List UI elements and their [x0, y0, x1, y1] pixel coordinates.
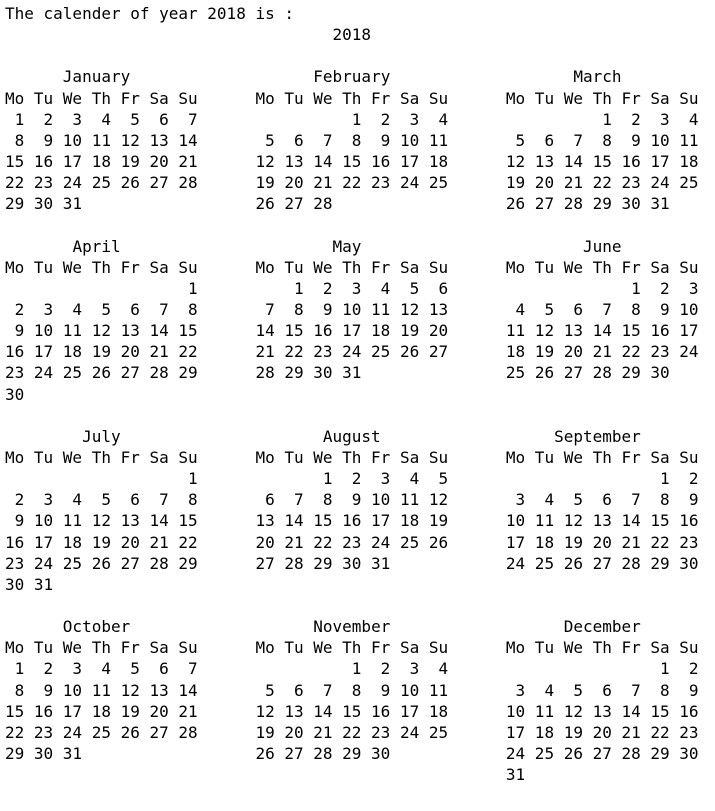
week-row: 24 25 26 27 28 29 30: [505, 553, 699, 573]
spacer: [448, 258, 506, 277]
spacer: [198, 702, 256, 721]
week-row: 22 23 24 25 26 27 28: [5, 173, 198, 193]
spacer: [390, 617, 506, 636]
weekday-header: Mo Tu We Th Fr Sa Su: [255, 88, 449, 108]
week-line: [5, 109, 715, 130]
week-row: 14 15 16 17 18 19 20: [255, 321, 449, 341]
header-line: [5, 3, 715, 24]
month-name-line: [5, 616, 715, 637]
week-line: [5, 384, 715, 405]
month-name-august: August: [322, 426, 381, 446]
week-row: 1 2 3 4: [505, 109, 699, 129]
week-row: 27 28 29 30 31: [255, 553, 391, 573]
week-line: [5, 489, 715, 510]
spacer: [198, 321, 256, 340]
week-row: 12 13 14 15 16 17 18: [505, 151, 699, 171]
spacer: [448, 448, 506, 467]
week-row: 1 2: [505, 469, 699, 489]
week-row: 28 29 30 31: [255, 363, 362, 383]
spacer: [390, 554, 506, 573]
spacer: [198, 258, 256, 277]
week-row: 25 26 27 28 29 30: [505, 363, 670, 383]
week-line: [5, 172, 715, 193]
spacer: [381, 427, 506, 446]
spacer: [448, 469, 506, 488]
week-line: [5, 532, 715, 553]
week-row: 1 2 3 4: [255, 659, 449, 679]
month-name-november: November: [313, 617, 391, 637]
spacer: [641, 617, 699, 636]
spacer: [448, 723, 506, 742]
spacer: [361, 237, 506, 256]
week-line: [5, 764, 715, 785]
week-row: 26 27 28: [255, 194, 333, 214]
weekday-header: Mo Tu We Th Fr Sa Su: [5, 257, 198, 277]
spacer: [506, 427, 554, 446]
week-row: 19 20 21 22 23 24 25: [255, 173, 449, 193]
spacer: [198, 659, 256, 678]
weekday-header-line: [5, 88, 715, 109]
week-row: 1: [5, 469, 198, 489]
weekday-header: Mo Tu We Th Fr Sa Su: [5, 638, 198, 658]
week-line: [5, 468, 715, 489]
spacer: [198, 131, 256, 150]
weekday-header: Mo Tu We Th Fr Sa Su: [255, 638, 449, 658]
week-row: 23 24 25 26 27 28 29: [5, 553, 198, 573]
spacer: [506, 237, 583, 256]
spacer: [506, 617, 564, 636]
week-row: 31: [505, 765, 526, 785]
weekday-header: Mo Tu We Th Fr Sa Su: [5, 88, 198, 108]
spacer: [5, 237, 72, 256]
spacer: [448, 490, 506, 509]
spacer: [448, 300, 506, 319]
week-row: 3 4 5 6 7 8 9: [505, 680, 699, 700]
week-row: 1 2 3: [505, 278, 699, 298]
spacer: [448, 110, 506, 129]
week-row: 5 6 7 8 9 10 11: [505, 130, 699, 150]
spacer: [198, 152, 256, 171]
week-row: 9 10 11 12 13 14 15: [5, 511, 198, 531]
spacer: [255, 67, 313, 86]
week-row: 5 6 7 8 9 10 11: [255, 680, 449, 700]
month-name-line: [5, 236, 715, 257]
week-line: [5, 553, 715, 574]
week-line: [5, 278, 715, 299]
week-row: 19 20 21 22 23 24 25: [505, 173, 699, 193]
week-row: 16 17 18 19 20 21 22: [5, 532, 198, 552]
spacer: [448, 279, 506, 298]
week-line: [5, 193, 715, 214]
week-row: 30 31: [5, 574, 54, 594]
month-name-april: April: [72, 236, 121, 256]
spacer: [361, 363, 506, 382]
spacer: [622, 67, 699, 86]
week-row: 18 19 20 21 22 23 24: [505, 342, 699, 362]
weekday-header-line: [5, 257, 715, 278]
spacer: [198, 681, 256, 700]
spacer: [82, 744, 255, 763]
week-line: [5, 574, 715, 595]
weekday-header: Mo Tu We Th Fr Sa Su: [255, 257, 449, 277]
week-line: [5, 362, 715, 383]
weekday-header: Mo Tu We Th Fr Sa Su: [505, 638, 699, 658]
spacer: [255, 427, 322, 446]
spacer: [198, 342, 256, 361]
week-line: [5, 658, 715, 679]
spacer: [641, 427, 699, 446]
spacer: [130, 617, 255, 636]
week-row: 26 27 28 29 30 31: [505, 194, 670, 214]
weekday-header: Mo Tu We Th Fr Sa Su: [505, 257, 699, 277]
spacer: [448, 638, 506, 657]
weekday-header: Mo Tu We Th Fr Sa Su: [255, 447, 449, 467]
spacer: [198, 533, 256, 552]
spacer: [333, 194, 506, 213]
spacer: [255, 765, 505, 784]
spacer: [198, 554, 256, 573]
week-row: 8 9 10 11 12 13 14: [5, 130, 198, 150]
month-name-june: June: [583, 236, 622, 256]
spacer: [448, 533, 506, 552]
week-row: 22 23 24 25 26 27 28: [5, 722, 198, 742]
blank-line: [5, 214, 715, 235]
week-row: 1 2 3 4 5 6 7: [5, 109, 198, 129]
week-row: 2 3 4 5 6 7 8: [5, 490, 198, 510]
spacer: [448, 681, 506, 700]
spacer: [198, 448, 256, 467]
week-row: 24 25 26 27 28 29 30: [505, 743, 699, 763]
month-name-december: December: [563, 617, 641, 637]
spacer: [255, 237, 332, 256]
week-row: 1: [5, 278, 198, 298]
weekday-header: Mo Tu We Th Fr Sa Su: [505, 447, 699, 467]
week-row: 29 30 31: [5, 194, 83, 214]
week-row: 30: [5, 384, 25, 404]
week-row: 1 2 3 4: [255, 109, 449, 129]
week-row: 13 14 15 16 17 18 19: [255, 511, 449, 531]
spacer: [198, 89, 256, 108]
week-row: 12 13 14 15 16 17 18: [255, 151, 449, 171]
week-line: [5, 510, 715, 531]
week-row: 17 18 19 20 21 22 23: [505, 532, 699, 552]
spacer: [448, 511, 506, 530]
week-line: [5, 701, 715, 722]
year-line: [5, 24, 715, 45]
spacer: [198, 723, 256, 742]
spacer: [198, 511, 256, 530]
week-row: 15 16 17 18 19 20 21: [5, 701, 198, 721]
spacer: [390, 744, 506, 763]
spacer: [198, 173, 256, 192]
month-name-july: July: [82, 426, 121, 446]
week-line: [5, 722, 715, 743]
spacer: [198, 469, 256, 488]
spacer: [198, 363, 256, 382]
spacer: [53, 575, 255, 594]
month-name-october: October: [62, 617, 131, 637]
week-row: 8 9 10 11 12 13 14: [5, 680, 198, 700]
month-name-line: [5, 426, 715, 447]
month-name-february: February: [313, 67, 391, 87]
spacer: [448, 173, 506, 192]
spacer: [5, 427, 82, 446]
week-row: 6 7 8 9 10 11 12: [255, 490, 449, 510]
spacer: [5, 67, 63, 86]
spacer: [82, 194, 255, 213]
week-row: 1 2 3 4 5 6 7: [5, 659, 198, 679]
spacer: [506, 67, 573, 86]
week-row: 11 12 13 14 15 16 17: [505, 321, 699, 341]
spacer: [198, 300, 256, 319]
spacer: [121, 427, 256, 446]
week-row: 15 16 17 18 19 20 21: [5, 151, 198, 171]
week-row: 10 11 12 13 14 15 16: [505, 511, 699, 531]
week-row: 19 20 21 22 23 24 25: [255, 722, 449, 742]
spacer: [448, 89, 506, 108]
spacer: [448, 702, 506, 721]
spacer: [24, 385, 255, 404]
week-row: 1 2 3 4 5 6: [255, 278, 449, 298]
blank-line: [5, 45, 715, 66]
week-row: 26 27 28 29 30: [255, 743, 391, 763]
spacer: [390, 67, 506, 86]
week-row: 9 10 11 12 13 14 15: [5, 321, 198, 341]
week-line: [5, 130, 715, 151]
weekday-header: Mo Tu We Th Fr Sa Su: [5, 447, 198, 467]
month-name-march: March: [573, 67, 622, 87]
blank-line: [5, 595, 715, 616]
week-line: [5, 151, 715, 172]
weekday-header: Mo Tu We Th Fr Sa Su: [505, 88, 699, 108]
spacer: [255, 385, 505, 404]
month-name-january: January: [62, 67, 131, 87]
week-row: 17 18 19 20 21 22 23: [505, 722, 699, 742]
week-row: 10 11 12 13 14 15 16: [505, 701, 699, 721]
week-row: 4 5 6 7 8 9 10: [505, 299, 699, 319]
spacer: [448, 152, 506, 171]
week-line: [5, 743, 715, 764]
week-row: 7 8 9 10 11 12 13: [255, 299, 449, 319]
month-name-september: September: [554, 426, 641, 446]
spacer: [130, 67, 255, 86]
spacer: [255, 617, 313, 636]
week-line: [5, 320, 715, 341]
spacer: [198, 110, 256, 129]
spacer: [622, 237, 699, 256]
spacer: [448, 321, 506, 340]
month-name-may: May: [332, 236, 362, 256]
month-name-line: [5, 66, 715, 87]
blank-line: [5, 405, 715, 426]
output-header: The calender of year 2018 is :: [5, 4, 294, 23]
spacer: [198, 638, 256, 657]
week-row: 16 17 18 19 20 21 22: [5, 342, 198, 362]
week-row: 20 21 22 23 24 25 26: [255, 532, 449, 552]
spacer: [198, 490, 256, 509]
week-row: 21 22 23 24 25 26 27: [255, 342, 449, 362]
week-row: 23 24 25 26 27 28 29: [5, 363, 198, 383]
week-row: 1 2: [505, 659, 699, 679]
week-row: 2 3 4 5 6 7 8: [5, 299, 198, 319]
spacer: [5, 765, 255, 784]
week-line: [5, 299, 715, 320]
week-line: [5, 680, 715, 701]
week-line: [5, 341, 715, 362]
week-row: 5 6 7 8 9 10 11: [255, 130, 449, 150]
spacer: [448, 342, 506, 361]
year-title: 2018: [332, 25, 372, 45]
spacer: [448, 131, 506, 150]
week-row: 12 13 14 15 16 17 18: [255, 701, 449, 721]
week-row: 1 2 3 4 5: [255, 469, 449, 489]
spacer: [121, 237, 256, 256]
weekday-header-line: [5, 447, 715, 468]
spacer: [5, 617, 63, 636]
spacer: [255, 575, 505, 594]
spacer: [198, 279, 256, 298]
spacer: [5, 25, 333, 44]
week-row: 3 4 5 6 7 8 9: [505, 490, 699, 510]
spacer: [448, 659, 506, 678]
week-row: 29 30 31: [5, 743, 83, 763]
weekday-header-line: [5, 637, 715, 658]
